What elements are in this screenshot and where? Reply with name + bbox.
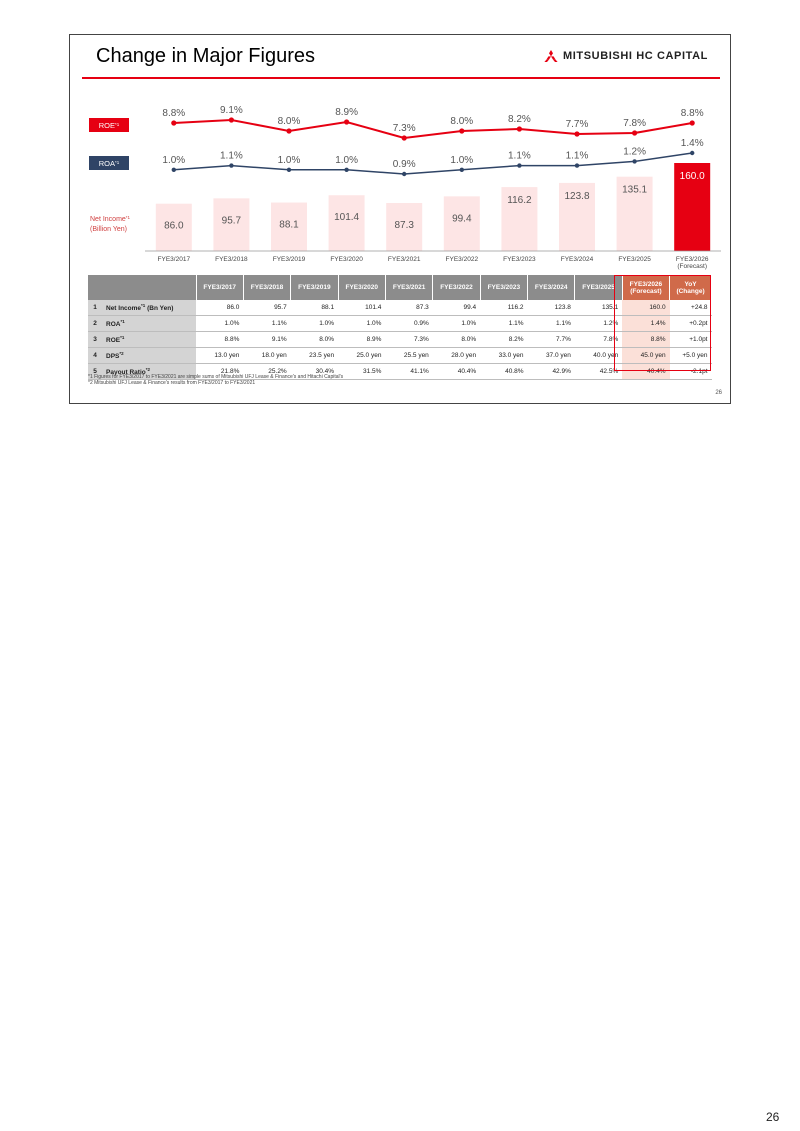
roa-point [517,163,521,167]
x-axis-tick-label: FYE3/2017 [157,256,191,263]
table-header-forecast: FYE3/2026 (Forecast) [622,275,669,300]
row-number: 2 [88,316,102,332]
roa-value-label: 1.2% [623,146,646,158]
table-cell: 40.4% [433,364,480,380]
row-label: DPS$^{*2}$ [102,348,196,364]
forecast-cell: 1.4% [622,316,669,332]
x-axis-tick-label: FYE3/2023 [503,256,536,263]
table-cell: 25.5 yen [385,348,432,364]
table-cell: 1.1% [528,316,575,332]
table-cell: 25.2% [243,364,290,380]
roa-point [344,168,348,172]
x-axis-tick-label: FYE3/2021 [387,256,421,263]
table-cell: 1.0% [291,316,338,332]
major-figures-table [88,275,712,380]
table-cell: 116.2 [480,300,527,316]
footnote-1: *1 Figures for FYE3/2017 to FYE3/2021 are simple sums of Mitsubishi UFJ Lease & Finance's and Hitachi Capital's [88,374,344,380]
table-cell: 42.5% [575,364,622,380]
table-header-cell: FYE3/2018 [243,275,290,300]
table-cell: 101.4 [338,300,385,316]
table-cell: 123.8 [528,300,575,316]
net-income-bar-label: 87.3 [394,219,414,231]
table-cell: 1.1% [480,316,527,332]
table-cell: 1.0% [338,316,385,332]
forecast-cell: 8.8% [622,332,669,348]
x-axis-tick-label: FYE3/2025 [618,256,651,263]
table-cell: 1.1% [243,316,290,332]
x-axis-tick-label: FYE3/2026 [675,256,709,263]
net-income-legend-unit: (Billion Yen) [90,226,127,233]
roa-point [172,168,176,172]
table-header-cell: FYE3/2025 [575,275,622,300]
roa-value-label: 1.1% [508,150,531,162]
table-cell: 0.9% [385,316,432,332]
table-cell: 42.9% [528,364,575,380]
net-income-bar-label: 99.4 [452,213,472,225]
x-axis-tick-label: FYE3/2020 [330,256,363,263]
roe-point [517,126,522,131]
roe-value-label: 9.1% [220,105,243,116]
table-cell: 30.4% [291,364,338,380]
yoy-cell: +5.0 yen [670,348,712,364]
net-income-bar-label: 135.1 [622,184,648,196]
major-figures-chart [70,35,730,275]
roe-point [344,119,349,124]
table-header-cell: FYE3/2017 [196,275,243,300]
table-cell: 7.3% [385,332,432,348]
table-cell: 21.8% [196,364,243,380]
row-label: Payout Ratio$^{*2}$ [102,364,196,380]
table-cell: 8.0% [433,332,480,348]
table-cell: 8.2% [480,332,527,348]
row-label: ROE$^{*1}$ [102,332,196,348]
x-axis-tick-label: FYE3/2022 [445,256,479,263]
table-row [88,348,712,364]
slide-title: Change in Major Figures [96,45,315,67]
roe-value-label: 7.3% [392,123,416,134]
table-cell: 86.0 [196,300,243,316]
table-header-cell: FYE3/2019 [291,275,338,300]
page-number: 26 [766,1110,780,1124]
roe-value-label: 8.9% [335,107,358,118]
table-cell: 135.1 [575,300,622,316]
roa-value-label: 0.9% [392,159,416,170]
slide [69,34,731,404]
table-header-blank [88,275,196,300]
table-header-yoy: YoY (Change) [670,275,712,300]
table-cell: 1.0% [196,316,243,332]
row-number: 5 [88,364,102,380]
forecast-cell: 40.4% [622,364,669,380]
table-cell: 87.3 [385,300,432,316]
table-cell: 25.0 yen [338,348,385,364]
roa-value-label: 1.1% [565,150,589,162]
yoy-cell: +24.8 [670,300,712,316]
yoy-cell: +1.0pt [670,332,712,348]
net-income-legend-label: Net Income$^{*1}$ [90,214,131,223]
roe-value-label: 8.8% [680,108,704,119]
yoy-cell: +0.2pt [670,316,712,332]
roe-value-label: 8.0% [450,116,474,127]
roe-value-label: 8.2% [508,114,531,125]
roa-point [287,168,291,172]
table-cell: 7.8% [575,332,622,348]
roa-point [690,151,694,155]
table-header-row [88,275,712,300]
table-row [88,332,712,348]
table-cell: 99.4 [433,300,480,316]
row-label: Net Income$^{*1}$ (Bn Yen) [102,300,196,316]
table-cell: 18.0 yen [243,348,290,364]
roe-legend-label: ROE$^{*1}$ [98,121,120,130]
forecast-cell: 160.0 [622,300,669,316]
table-cell: 88.1 [291,300,338,316]
table-header-cell: FYE3/2023 [480,275,527,300]
roa-value-label: 1.1% [220,150,243,162]
table-header-cell: FYE3/2021 [385,275,432,300]
roe-point [632,130,637,135]
table-header-cell: FYE3/2020 [338,275,385,300]
roa-value-label: 1.0% [450,154,474,166]
footnotes [88,374,343,386]
table-header-cell: FYE3/2024 [528,275,575,300]
net-income-bar-label: 88.1 [279,219,299,231]
x-axis-tick-label: FYE3/2024 [560,256,594,263]
row-number: 4 [88,348,102,364]
table-cell: 40.0 yen [575,348,622,364]
table-cell: 7.7% [528,332,575,348]
roe-value-label: 7.8% [623,118,646,129]
roe-point [286,128,291,133]
table-cell: 8.0% [291,332,338,348]
yoy-cell: -2.1pt [670,364,712,380]
net-income-bar-label: 116.2 [507,195,532,207]
table-cell: 1.0% [433,316,480,332]
row-number: 3 [88,332,102,348]
roe-line [174,120,692,138]
roa-legend-label: ROA$^{*1}$ [98,159,120,168]
roa-value-label: 1.0% [162,154,186,166]
slide-number: 26 [715,390,722,396]
table-cell: 37.0 yen [528,348,575,364]
footnote-2: *2 Mitsubishi UFJ Lease & Finance's results from FYE3/2017 to FYE3/2021 [88,380,256,386]
roe-point [690,120,695,125]
net-income-bar-label: 95.7 [221,215,242,227]
table-cell: 95.7 [243,300,290,316]
table-cell: 23.5 yen [291,348,338,364]
table-cell: 40.8% [480,364,527,380]
roe-point [402,135,407,140]
net-income-bar-label: 101.4 [334,212,360,224]
x-axis-tick-sublabel: (Forecast) [677,263,708,270]
roa-value-label: 1.0% [277,154,301,166]
roa-point [460,168,464,172]
roe-point [459,128,464,133]
net-income-bar-label: 123.8 [564,190,590,202]
table-row [88,316,712,332]
table-cell: 33.0 yen [480,348,527,364]
net-income-bar-label: 86.0 [164,220,184,232]
table-cell: 8.8% [196,332,243,348]
table-cell: 13.0 yen [196,348,243,364]
roa-point [402,172,406,176]
roa-point [229,163,233,167]
table-cell: 41.1% [385,364,432,380]
x-axis-tick-label: FYE3/2019 [272,256,306,263]
table-cell: 28.0 yen [433,348,480,364]
roa-point [632,159,636,163]
roe-value-label: 8.0% [277,116,301,127]
roe-value-label: 8.8% [162,108,186,119]
row-number: 1 [88,300,102,316]
row-label: ROA$^{*1}$ [102,316,196,332]
roe-point [171,120,176,125]
table-cell: 1.2% [575,316,622,332]
roa-value-label: 1.0% [335,154,358,166]
table-cell: 8.9% [338,332,385,348]
forecast-cell: 45.0 yen [622,348,669,364]
table-cell: 9.1% [243,332,290,348]
x-axis-tick-label: FYE3/2018 [215,256,248,263]
roe-point [229,117,234,122]
logo-text: MITSUBISHI HC CAPITAL [563,50,709,62]
roa-value-label: 1.4% [680,138,704,149]
table-cell: 31.5% [338,364,385,380]
roa-point [575,163,579,167]
roe-point [574,131,579,136]
roe-value-label: 7.7% [565,119,589,130]
table-row [88,300,712,316]
table-header-cell: FYE3/2022 [433,275,480,300]
net-income-bar-label: 160.0 [679,171,705,182]
